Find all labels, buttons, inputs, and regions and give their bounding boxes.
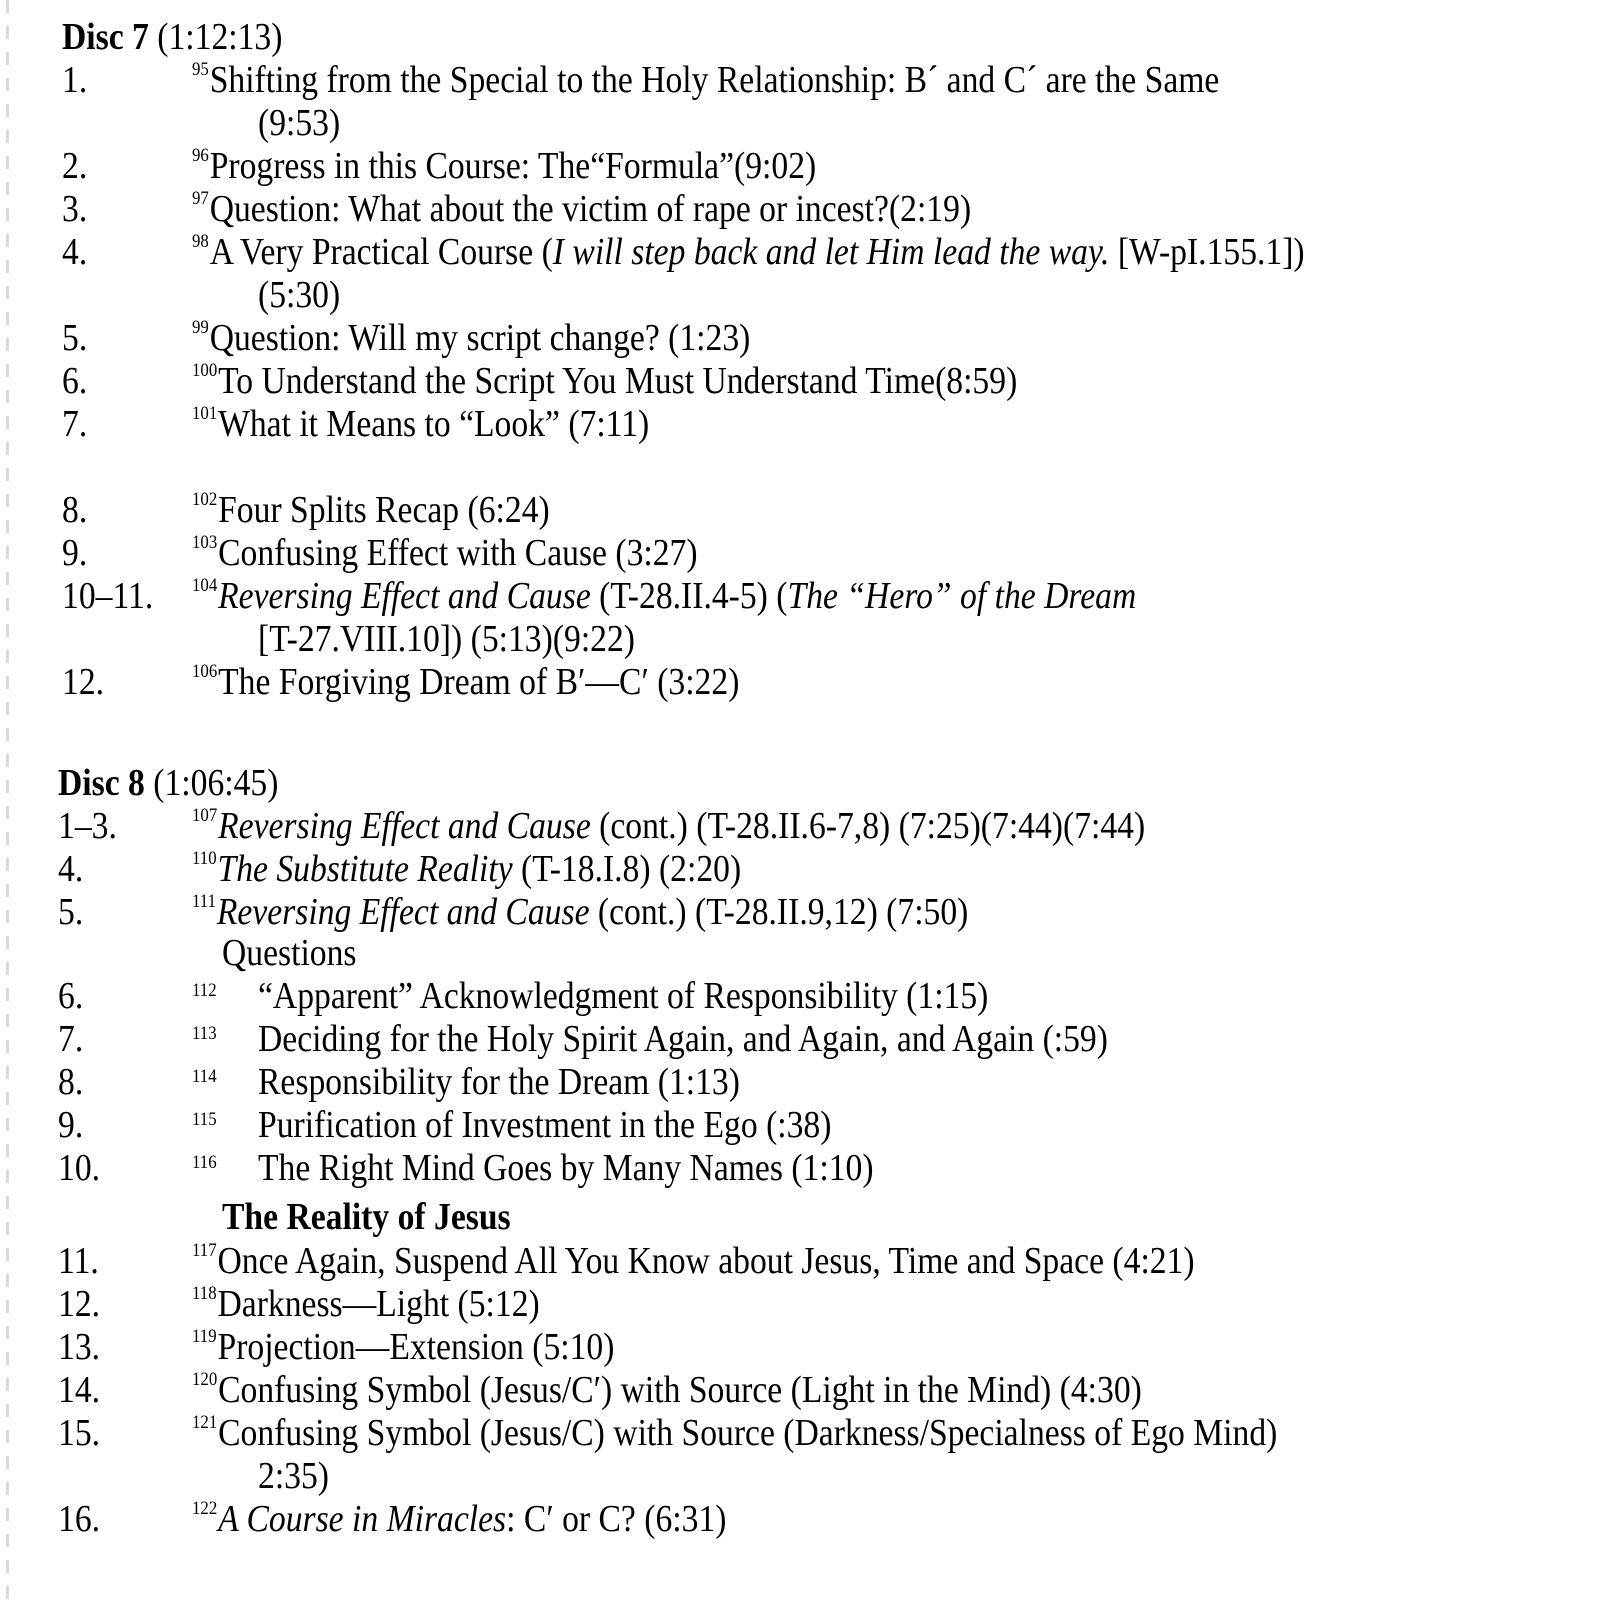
- track-row[interactable]: [0, 1240, 1600, 1283]
- track-row[interactable]: [0, 489, 1600, 532]
- footnote-ref: 102: [192, 489, 218, 510]
- track-title: $^{121}$Confusing Symbol (Jesus/C) with Source (Darkness/Specialness of Ego Mind): [192, 1412, 1278, 1454]
- disc-title: Disc 7: [62, 16, 149, 58]
- footnote-ref: 107: [192, 805, 218, 826]
- track-row[interactable]: [0, 1326, 1600, 1369]
- track-title: $^{106}$The Forgiving Dream of B′—C′ (3:22): [192, 661, 740, 703]
- track-number: 9.: [58, 1104, 84, 1146]
- track-number: 11.: [58, 1240, 99, 1282]
- track-row[interactable]: [0, 59, 1600, 102]
- track-title: $^{117}$Once Again, Suspend All You Know about Jesus, Time and Space (4:21): [192, 1240, 1195, 1282]
- track-number: 10–11.: [62, 575, 154, 617]
- footnote-ref: 110: [192, 848, 217, 869]
- track-number: 3.: [62, 188, 88, 230]
- track-title: $^{100}$To Understand the Script You Must Understand Time(8:59): [192, 360, 1018, 402]
- footnote-ref: 101: [192, 403, 218, 424]
- footnote-ref: 100: [192, 360, 218, 381]
- track-title: The Right Mind Goes by Many Names (1:10): [258, 1147, 874, 1189]
- track-row[interactable]: [0, 1018, 1600, 1061]
- track-number: 2.: [62, 145, 88, 187]
- track-title: $^{122}$A Course in Miracles: C′ or C? (6:31): [192, 1498, 727, 1540]
- track-number: 5.: [58, 891, 84, 933]
- footnote-ref: 122: [192, 1498, 218, 1519]
- track-number: 4.: [62, 231, 88, 273]
- track-row[interactable]: [0, 145, 1600, 188]
- track-number: 7.: [62, 403, 88, 445]
- disc-duration: (1:06:45): [153, 762, 279, 804]
- track-number: 13.: [58, 1326, 101, 1368]
- track-row[interactable]: [0, 575, 1600, 618]
- footnote-ref: 104: [192, 575, 218, 596]
- track-number: 7.: [58, 1018, 84, 1060]
- footnote-ref: 111: [192, 891, 216, 912]
- track-title: $^{95}$Shifting from the Special to the Holy Relationship: B´ and C´ are the Same: [192, 59, 1220, 101]
- track-number: 12.: [62, 661, 105, 703]
- track-row-continuation: [0, 102, 1600, 145]
- footnote-ref: 96: [192, 145, 209, 166]
- track-title-continuation: (9:53): [258, 102, 341, 144]
- track-title: “Apparent” Acknowledgment of Responsibility (1:15): [258, 975, 989, 1017]
- track-row[interactable]: [0, 532, 1600, 575]
- footnote-ref: 119: [192, 1326, 217, 1347]
- track-row[interactable]: [0, 317, 1600, 360]
- footnote-ref: 103: [192, 532, 218, 553]
- track-number: 8.: [62, 489, 88, 531]
- track-number: 9.: [62, 532, 88, 574]
- disc-heading: [0, 16, 1600, 59]
- track-number: 10.: [58, 1147, 101, 1189]
- subheading-reality-of-jesus: The Reality of Jesus: [222, 1196, 511, 1238]
- track-number: 15.: [58, 1412, 101, 1454]
- track-title: $^{96}$Progress in this Course: The“Formula”(9:02): [192, 145, 817, 187]
- track-title: Purification of Investment in the Ego (:38): [258, 1104, 832, 1146]
- track-title: $^{99}$Question: Will my script change? (1:23): [192, 317, 751, 359]
- track-title-continuation: 2:35): [258, 1455, 329, 1497]
- track-row[interactable]: [0, 1412, 1600, 1455]
- footnote-ref: 117: [192, 1240, 217, 1261]
- track-row[interactable]: [0, 975, 1600, 1018]
- track-row[interactable]: [0, 360, 1600, 403]
- footnote-ref: 97: [192, 188, 209, 209]
- track-title-continuation: [T-27.VIII.10]) (5:13)(9:22): [258, 618, 635, 660]
- footnote-ref: 95: [192, 59, 209, 80]
- track-title: $^{103}$Confusing Effect with Cause (3:27): [192, 532, 698, 574]
- track-row[interactable]: [0, 1104, 1600, 1147]
- track-row[interactable]: [0, 891, 1600, 934]
- track-number: 6.: [62, 360, 88, 402]
- track-title: $^{97}$Question: What about the victim of rape or incest?(2:19): [192, 188, 972, 230]
- track-title: $^{120}$Confusing Symbol (Jesus/C′) with Source (Light in the Mind) (4:30): [192, 1369, 1142, 1411]
- footnote-ref: 121: [192, 1412, 218, 1433]
- track-title: $^{104}$Reversing Effect and Cause (T-28.II.4-5) (The “Hero” of the Dream: [192, 575, 1137, 617]
- track-title: $^{98}$A Very Practical Course (I will step back and let Him lead the way. [W-pI.155.1]): [192, 231, 1305, 273]
- track-title: $^{118}$Darkness—Light (5:12): [192, 1283, 540, 1325]
- track-number: 14.: [58, 1369, 101, 1411]
- track-row-continuation: [0, 1455, 1600, 1498]
- track-title: $^{107}$Reversing Effect and Cause (cont.) (T-28.II.6-7,8) (7:25)(7:44)(7:44): [192, 805, 1146, 847]
- footnote-ref: 98: [192, 231, 209, 252]
- disc-duration: (1:12:13): [157, 16, 283, 58]
- track-title: Deciding for the Holy Spirit Again, and Again, and Again (:59): [258, 1018, 1108, 1060]
- footnote-ref: 112: [192, 980, 217, 1001]
- track-title-continuation: (5:30): [258, 274, 341, 316]
- footnote-ref: 99: [192, 317, 209, 338]
- section-subheading: [0, 1196, 1600, 1239]
- track-title: Responsibility for the Dream (1:13): [258, 1061, 740, 1103]
- footnote-ref: 115: [192, 1109, 217, 1130]
- footnote-ref: 118: [192, 1283, 217, 1304]
- track-row[interactable]: [0, 403, 1600, 446]
- track-row[interactable]: [0, 805, 1600, 848]
- track-row-continuation: [0, 274, 1600, 317]
- track-number: 8.: [58, 1061, 84, 1103]
- track-number: 6.: [58, 975, 84, 1017]
- track-row[interactable]: [0, 1283, 1600, 1326]
- track-row[interactable]: [0, 188, 1600, 231]
- track-title: $^{119}$Projection—Extension (5:10): [192, 1326, 615, 1368]
- track-number: 1–3.: [58, 805, 117, 847]
- disc-heading: [0, 762, 1600, 805]
- track-title: $^{102}$Four Splits Recap (6:24): [192, 489, 550, 531]
- subheading-questions: Questions: [222, 932, 357, 974]
- track-row-continuation: [0, 618, 1600, 661]
- track-number: 5.: [62, 317, 88, 359]
- footnote-ref: 106: [192, 661, 218, 682]
- footnote-ref: 120: [192, 1369, 218, 1390]
- footnote-ref: 114: [192, 1066, 217, 1087]
- track-title: $^{110}$The Substitute Reality (T-18.I.8) (2:20): [192, 848, 742, 890]
- track-number: 16.: [58, 1498, 101, 1540]
- track-row[interactable]: [0, 1369, 1600, 1412]
- disc-title: Disc 8: [58, 762, 145, 804]
- track-number: 4.: [58, 848, 84, 890]
- footnote-ref: 113: [192, 1023, 217, 1044]
- quote-italic: I will step back and let Him lead the way.: [552, 231, 1110, 273]
- track-row[interactable]: [0, 1498, 1600, 1541]
- track-title: $^{101}$What it Means to “Look” (7:11): [192, 403, 650, 445]
- track-row[interactable]: [0, 231, 1600, 274]
- track-number: 1.: [62, 59, 88, 101]
- track-row[interactable]: [0, 1147, 1600, 1190]
- footnote-ref: 116: [192, 1152, 217, 1173]
- track-row[interactable]: [0, 661, 1600, 704]
- section-subheading: [0, 932, 1600, 975]
- track-row[interactable]: [0, 848, 1600, 891]
- track-row[interactable]: [0, 1061, 1600, 1104]
- track-number: 12.: [58, 1283, 101, 1325]
- track-title: $^{111}$Reversing Effect and Cause (cont.) (T-28.II.9,12) (7:50): [192, 891, 969, 933]
